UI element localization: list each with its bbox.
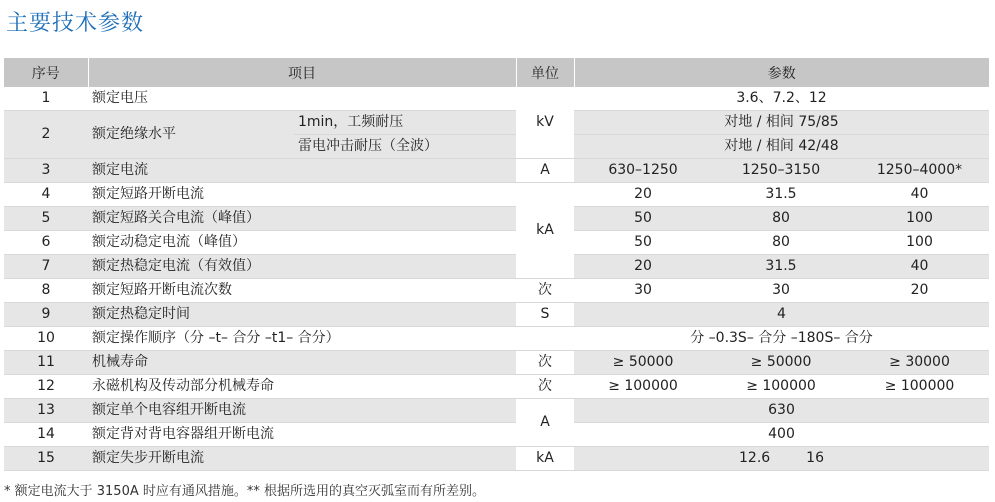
row-no: 4 [4, 183, 88, 207]
row-value-3: 20 [850, 279, 989, 303]
row-no: 8 [4, 279, 88, 303]
spec-table [4, 58, 989, 471]
table-row [4, 231, 989, 255]
unit-cell: 次 [516, 279, 574, 303]
row-value-3: 100 [850, 207, 989, 231]
row-no: 12 [4, 375, 88, 399]
table-row [4, 111, 989, 135]
unit-cell: kA [516, 183, 574, 279]
row-value: 对地 / 相间 75/85 [574, 111, 989, 135]
table-row [4, 327, 989, 351]
unit-cell: 次 [516, 351, 574, 375]
row-no: 11 [4, 351, 88, 375]
row-no: 14 [4, 423, 88, 447]
unit-cell: A [516, 159, 574, 183]
row-item: 额定短路开断电流次数 [88, 279, 516, 303]
table-row [4, 255, 989, 279]
row-value-1: ≥ 100000 [574, 375, 712, 399]
row-item: 额定单个电容组开断电流 [88, 399, 516, 423]
row-value-2: ≥ 100000 [712, 375, 850, 399]
row-value-2: 80 [712, 207, 850, 231]
row-value-3: 40 [850, 183, 989, 207]
header-unit: 单位 [516, 58, 574, 87]
row-value-1: ≥ 50000 [574, 351, 712, 375]
table-row [4, 447, 989, 471]
row-item: 额定热稳定时间 [88, 303, 516, 327]
row-value-a: 12.6 [739, 450, 771, 466]
unit-cell: 次 [516, 375, 574, 399]
row-value-1: 30 [574, 279, 712, 303]
row-value: 630 [574, 399, 989, 423]
row-value-1: 50 [574, 231, 712, 255]
row-value-2: 30 [712, 279, 850, 303]
row-no: 10 [4, 327, 88, 351]
table-row [4, 183, 989, 207]
row-no: 1 [4, 87, 88, 111]
row-condition: 1min，工频耐压 [294, 111, 516, 135]
table-row [4, 279, 989, 303]
row-value-1: 20 [574, 255, 712, 279]
row-item: 机械寿命 [88, 351, 516, 375]
table-row [4, 399, 989, 423]
row-value-2: 31.5 [712, 183, 850, 207]
row-value-3: ≥ 30000 [850, 351, 989, 375]
row-value: 3.6、7.2、12 [574, 87, 989, 111]
row-value-3: 40 [850, 255, 989, 279]
row-value-3: 100 [850, 231, 989, 255]
row-no: 15 [4, 447, 88, 471]
row-value: 400 [574, 423, 989, 447]
table-row [4, 423, 989, 447]
footnote: * 额定电流大于 3150A 时应有通风措施。** 根据所选用的真空灭弧室而有所差别。 [4, 484, 486, 499]
header-params: 参数 [574, 58, 989, 87]
table-row [4, 375, 989, 399]
table-header-row [4, 58, 989, 87]
table-row [4, 351, 989, 375]
row-item: 额定短路开断电流 [88, 183, 516, 207]
row-value-1: 20 [574, 183, 712, 207]
header-item: 项目 [88, 58, 516, 87]
row-value-2: ≥ 50000 [712, 351, 850, 375]
row-value: 对地 / 相间 42/48 [574, 135, 989, 159]
row-value-3: ≥ 100000 [850, 375, 989, 399]
page-title: 主要技术参数 [6, 11, 145, 36]
unit-cell: S [516, 303, 574, 327]
unit-cell: A [516, 399, 574, 447]
row-value-3: 1250–4000* [850, 159, 989, 183]
table-row [4, 207, 989, 231]
row-item: 额定操作顺序（分 –t– 合分 –t1– 合分） [88, 327, 574, 351]
row-item: 额定背对背电容器组开断电流 [88, 423, 516, 447]
row-value-b: 16 [806, 450, 824, 466]
table-row [4, 87, 989, 111]
row-value: 4 [574, 303, 989, 327]
row-value-2: 31.5 [712, 255, 850, 279]
table-row [4, 303, 989, 327]
unit-cell: kA [516, 447, 574, 471]
row-value-1: 630–1250 [574, 159, 712, 183]
row-item: 额定失步开断电流 [88, 447, 516, 471]
row-no: 9 [4, 303, 88, 327]
row-item: 额定短路关合电流（峰值） [88, 207, 516, 231]
row-no: 13 [4, 399, 88, 423]
row-value [574, 447, 989, 471]
header-seq: 序号 [4, 58, 88, 87]
row-item: 额定热稳定电流（有效值） [88, 255, 516, 279]
row-value-1: 50 [574, 207, 712, 231]
table-row [4, 159, 989, 183]
row-value-2: 80 [712, 231, 850, 255]
row-no: 6 [4, 231, 88, 255]
row-value: 分 –0.3S– 合分 –180S– 合分 [574, 327, 989, 351]
row-no: 3 [4, 159, 88, 183]
unit-cell: kV [516, 87, 574, 159]
row-item: 额定电压 [88, 87, 516, 111]
row-item: 永磁机构及传动部分机械寿命 [88, 375, 516, 399]
row-value-2: 1250–3150 [712, 159, 850, 183]
row-no: 7 [4, 255, 88, 279]
row-item: 额定动稳定电流（峰值） [88, 231, 516, 255]
row-no: 2 [4, 111, 88, 159]
row-condition: 雷电冲击耐压（全波） [294, 135, 516, 159]
row-no: 5 [4, 207, 88, 231]
row-item: 额定绝缘水平 [88, 111, 294, 159]
row-item: 额定电流 [88, 159, 516, 183]
